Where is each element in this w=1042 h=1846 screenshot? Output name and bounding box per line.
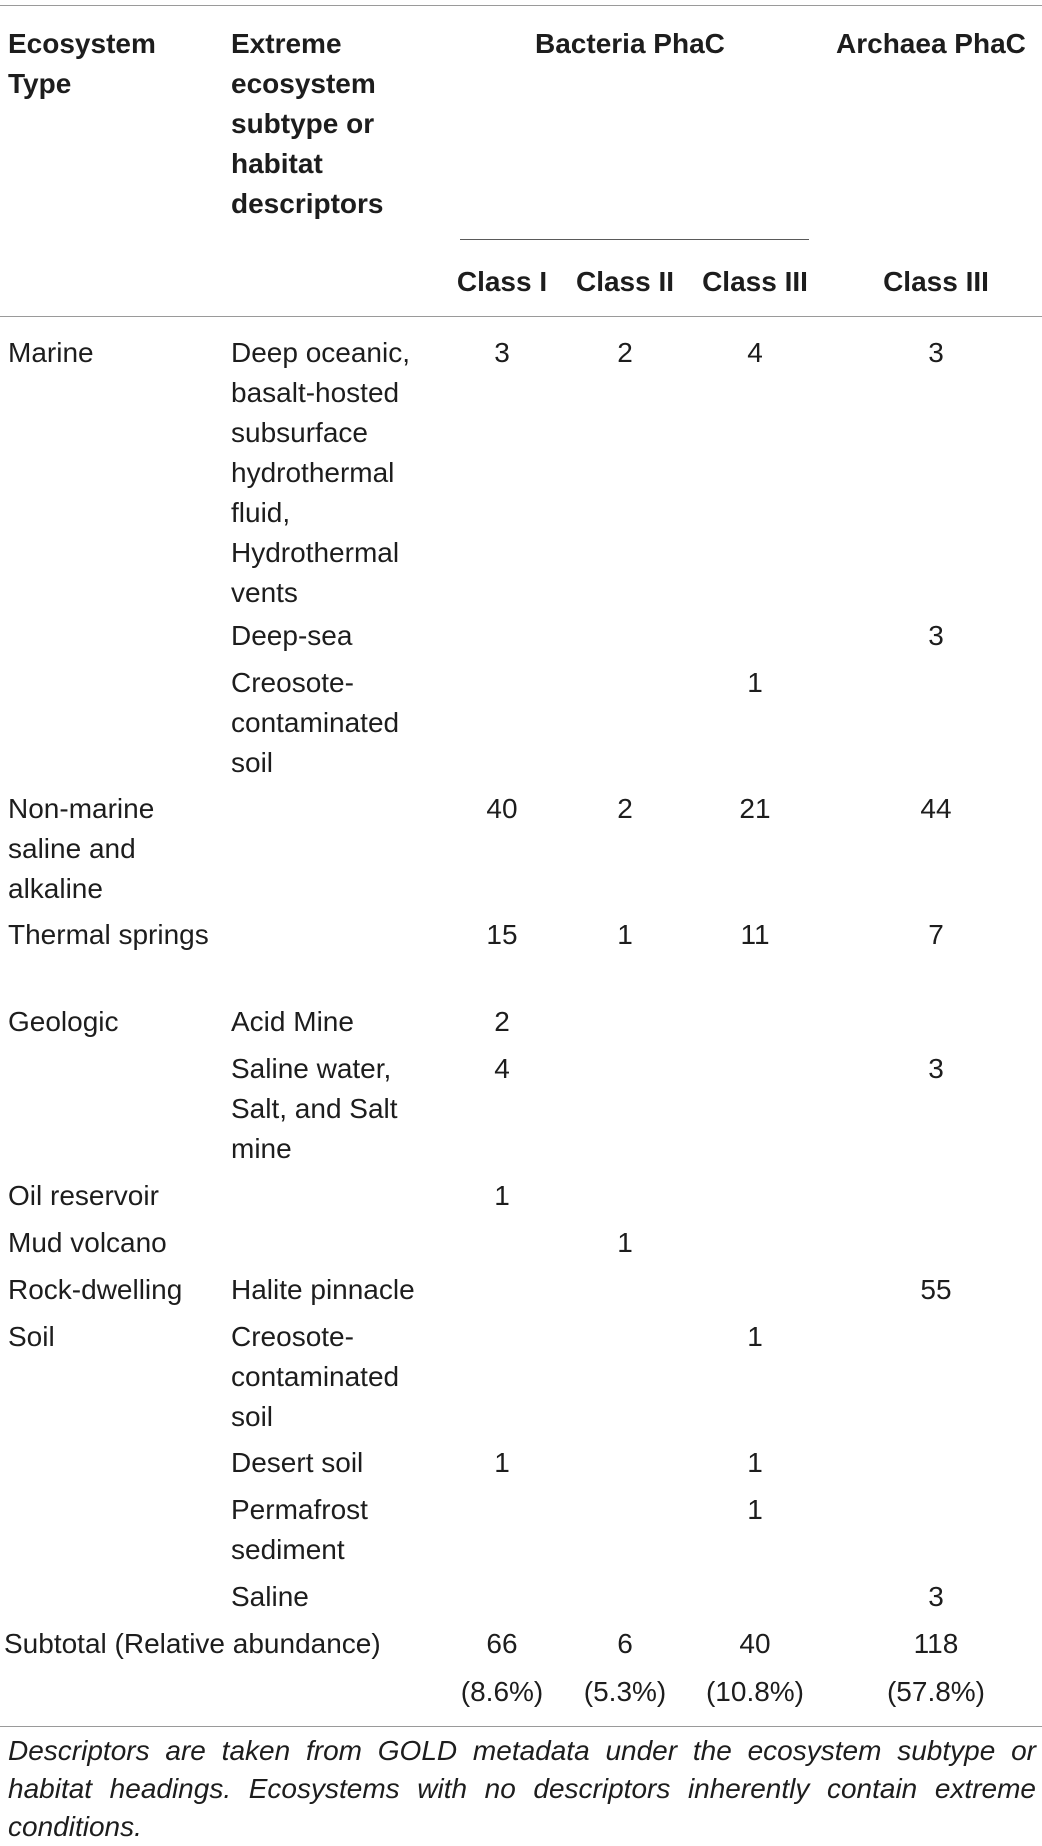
subtotal-class-ii: 6 xyxy=(617,1628,633,1659)
header-class-i: Class I xyxy=(456,266,548,297)
subtotal-label: Subtotal (Relative abundance) xyxy=(4,1628,381,1659)
subtotal-class-i: 66 xyxy=(486,1628,518,1659)
bacteria-group-rule xyxy=(460,239,809,240)
row-subtype: Creosote-contaminated soil xyxy=(231,1321,400,1432)
row-ecosystem: Mud volcano xyxy=(8,1227,167,1258)
subtotal-class-iii-pct: (10.8%) xyxy=(705,1676,805,1707)
row-archaea: 55 xyxy=(920,1274,952,1305)
row-ecosystem: Marine xyxy=(8,337,94,368)
row-class-ii: 2 xyxy=(617,793,633,824)
subtotal-archaea-pct: (57.8%) xyxy=(886,1676,986,1707)
row-subtype: Desert soil xyxy=(231,1447,364,1478)
header-class-iii: Class III xyxy=(702,266,808,297)
row-class-iii: 11 xyxy=(740,919,770,950)
row-archaea: 3 xyxy=(928,1581,944,1612)
row-ecosystem: Non-marine saline and alkaline xyxy=(8,793,155,904)
row-subtype: Creosote-contaminated soil xyxy=(231,667,400,778)
row-class-iii: 1 xyxy=(747,1321,763,1352)
row-ecosystem: Soil xyxy=(8,1321,55,1352)
subtotal-class-ii-pct: (5.3%) xyxy=(583,1676,667,1707)
row-archaea: 3 xyxy=(928,620,944,651)
header-class-ii: Class II xyxy=(575,266,675,297)
row-subtype: Saline water, Salt, and Salt mine xyxy=(231,1053,398,1164)
row-ecosystem: Thermal springs xyxy=(8,919,209,950)
table-footnote: Descriptors are taken from GOLD metadata under the ecosystem subtype or habitat headings. Ecosystems with no descriptors inherently contain extreme conditions. xyxy=(8,1735,1036,1842)
top-rule xyxy=(0,5,1042,6)
header-archaea-class-iii: Class III xyxy=(883,266,989,297)
row-class-i: 15 xyxy=(486,919,518,950)
row-subtype: Halite pinnacle xyxy=(231,1274,415,1305)
header-subtype: Extreme ecosystem subtype or habitat descriptors xyxy=(231,28,384,219)
row-archaea: 44 xyxy=(920,793,952,824)
row-subtype: Deep-sea xyxy=(231,620,353,651)
header-bottom-rule xyxy=(0,316,1042,317)
row-class-i: 3 xyxy=(494,337,510,368)
row-class-iii: 1 xyxy=(747,667,763,698)
row-subtype: Acid Mine xyxy=(231,1006,354,1037)
row-archaea: 3 xyxy=(928,1053,944,1084)
row-archaea: 3 xyxy=(928,337,944,368)
row-class-ii: 1 xyxy=(617,919,633,950)
row-class-i: 1 xyxy=(494,1180,510,1211)
row-class-ii: 2 xyxy=(617,337,633,368)
header-archaea-group: Archaea PhaC xyxy=(836,28,1026,59)
row-subtype: Deep oceanic, basalt-hosted subsurface hydrothermal fluid, Hydrothermal vents xyxy=(231,337,411,608)
subtotal-class-i-pct: (8.6%) xyxy=(460,1676,544,1707)
row-class-ii: 1 xyxy=(617,1227,633,1258)
header-bacteria-group: Bacteria PhaC xyxy=(535,28,725,59)
row-class-iii: 1 xyxy=(747,1494,763,1525)
subtotal-class-iii: 40 xyxy=(739,1628,771,1659)
header-ecosystem-type: Ecosystem Type xyxy=(8,28,156,99)
row-class-i: 2 xyxy=(494,1006,510,1037)
row-ecosystem: Oil reservoir xyxy=(8,1180,159,1211)
row-class-i: 40 xyxy=(486,793,518,824)
subtotal-archaea: 118 xyxy=(913,1628,959,1659)
row-subtype: Saline xyxy=(231,1581,309,1612)
row-class-iii: 1 xyxy=(747,1447,763,1478)
row-class-i: 1 xyxy=(494,1447,510,1478)
row-subtype: Permafrost sediment xyxy=(231,1494,368,1565)
row-class-i: 4 xyxy=(494,1053,510,1084)
row-archaea: 7 xyxy=(928,919,944,950)
row-ecosystem: Geologic xyxy=(8,1006,119,1037)
table-bottom-rule xyxy=(0,1726,1042,1727)
row-class-iii: 21 xyxy=(739,793,771,824)
row-class-iii: 4 xyxy=(747,337,763,368)
row-ecosystem: Rock-dwelling xyxy=(8,1274,183,1305)
